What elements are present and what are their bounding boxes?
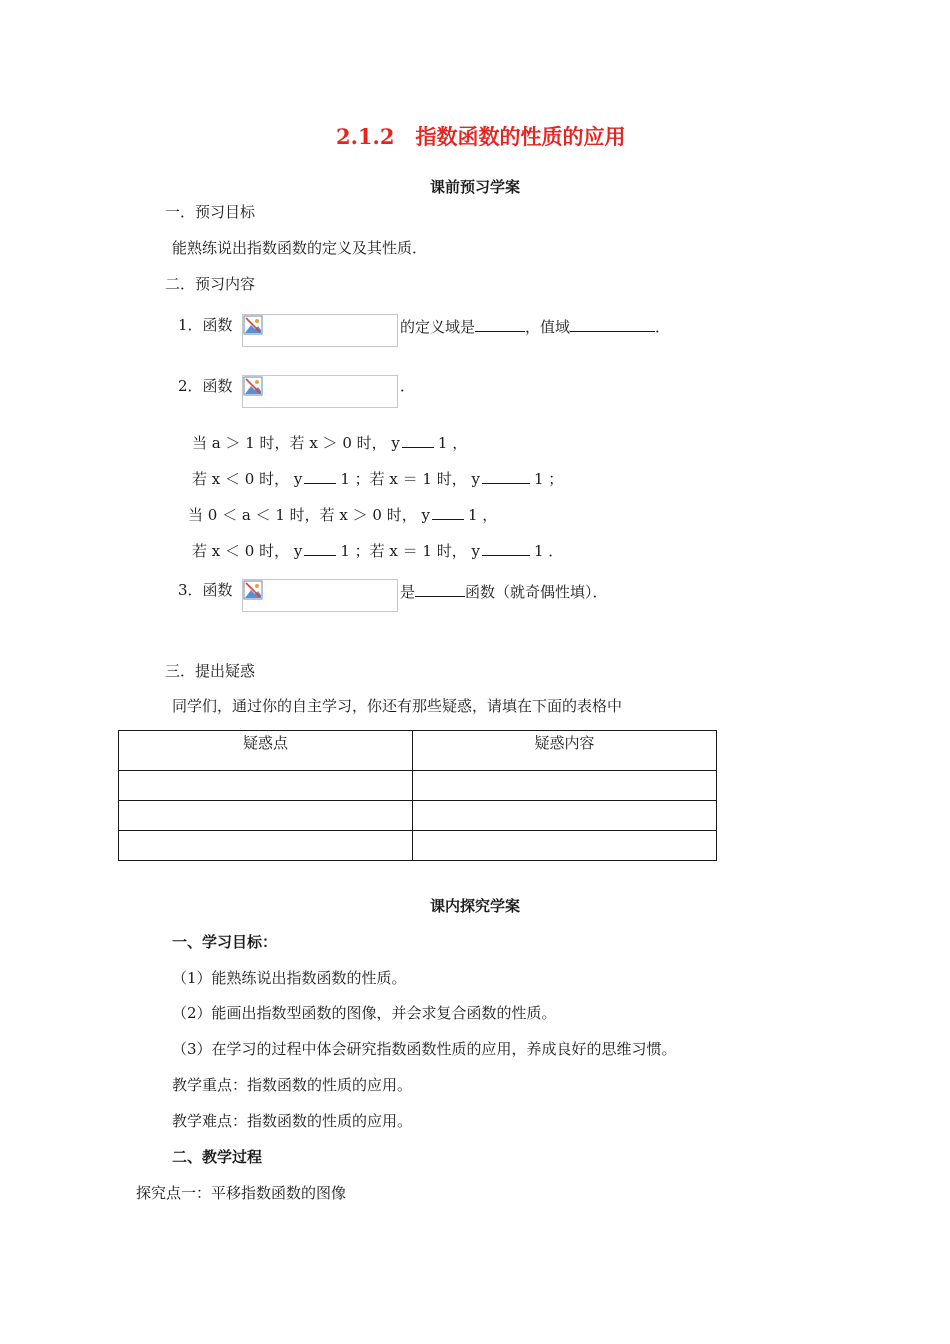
table-cell[interactable] (413, 831, 717, 861)
table-header-row (119, 731, 717, 771)
table-cell[interactable] (413, 801, 717, 831)
case-a-gt-1-line1: 当 a ＞ 1 时，若 x ＞ 0 时， y 1 ， (192, 431, 467, 453)
table-cell[interactable] (119, 831, 413, 861)
table-row (119, 801, 717, 831)
preview-goal-text: 能熟练说出指数函数的定义及其性质． (172, 239, 428, 257)
item1-end: ． (655, 318, 671, 336)
blank-y-5[interactable] (304, 539, 336, 556)
case-a-lt-1-line2: 若 x ＜ 0 时， y 1 ；若 x ＝ 1 时， y 1 ． (192, 539, 563, 561)
range-blank[interactable] (570, 315, 655, 332)
blank-y-2[interactable] (304, 467, 336, 484)
blank-y-3[interactable] (482, 467, 530, 484)
doubts-heading: 三．提出疑惑 (165, 662, 256, 680)
doubts-table (118, 730, 717, 861)
item1-prefix: 1．函数 (178, 316, 233, 334)
goal-item: （2）能画出指数型函数的图像，并会求复合函数的性质。 (172, 1004, 557, 1022)
table-row (119, 771, 717, 801)
broken-image-icon (243, 580, 263, 600)
teaching-key-point: 教学重点：指数函数的性质的应用。 (172, 1076, 413, 1094)
broken-image-icon (243, 376, 263, 396)
teaching-difficulty: 教学难点：指数函数的性质的应用。 (172, 1112, 413, 1130)
case-a-lt-1-line1: 当 0 ＜ a ＜ 1 时，若 x ＞ 0 时， y 1 ， (188, 503, 497, 525)
case-a-gt-1-line2: 若 x ＜ 0 时， y 1 ；若 x ＝ 1 时， y 1 ； (192, 467, 563, 489)
item2-end: ． (400, 377, 416, 395)
item3-prefix: 3．函数 (178, 581, 233, 599)
table-header-cell: 疑惑内容 (413, 731, 717, 771)
table-cell[interactable] (119, 801, 413, 831)
domain-blank[interactable] (475, 315, 525, 332)
table-cell[interactable] (413, 771, 717, 801)
blank-y-6[interactable] (482, 539, 530, 556)
preview-content-heading: 二．预习内容 (165, 275, 256, 293)
formula-image-1 (242, 314, 398, 347)
section-heading-inclass: 课内探究学案 (429, 897, 520, 915)
item2-prefix: 2．函数 (178, 377, 233, 395)
preview-goal-heading: 一．预习目标 (165, 203, 256, 221)
item1-sep: ，值域 (525, 318, 571, 336)
item1-after: 的定义域是 (400, 318, 476, 336)
teaching-process-heading: 二、教学过程 (172, 1148, 263, 1166)
table-header-cell: 疑惑点 (119, 731, 413, 771)
blank-y-4[interactable] (432, 503, 464, 520)
learning-goals-heading: 一、学习目标： (172, 933, 278, 951)
item3-line: 是 函数（就奇偶性填）． (400, 580, 608, 602)
broken-image-icon (243, 315, 263, 335)
blank-y-1[interactable] (402, 431, 434, 448)
table-cell[interactable] (119, 771, 413, 801)
section-heading-preview: 课前预习学案 (429, 178, 520, 196)
formula-image-3 (242, 579, 398, 612)
goal-item: （3）在学习的过程中体会研究指数函数性质的应用，养成良好的思维习惯。 (172, 1040, 677, 1058)
page-title: 2.1.2 指数函数的性质的应用 (336, 124, 626, 149)
item1-line (400, 315, 670, 337)
exploration-point-1: 探究点一：平移指数函数的图像 (136, 1184, 347, 1202)
table-row (119, 831, 717, 861)
doubts-instruction: 同学们，通过你的自主学习，你还有那些疑惑，请填在下面的表格中 (172, 697, 623, 715)
formula-image-2 (242, 375, 398, 408)
goal-item: （1）能熟练说出指数函数的性质。 (172, 969, 407, 987)
parity-blank[interactable] (415, 580, 465, 597)
